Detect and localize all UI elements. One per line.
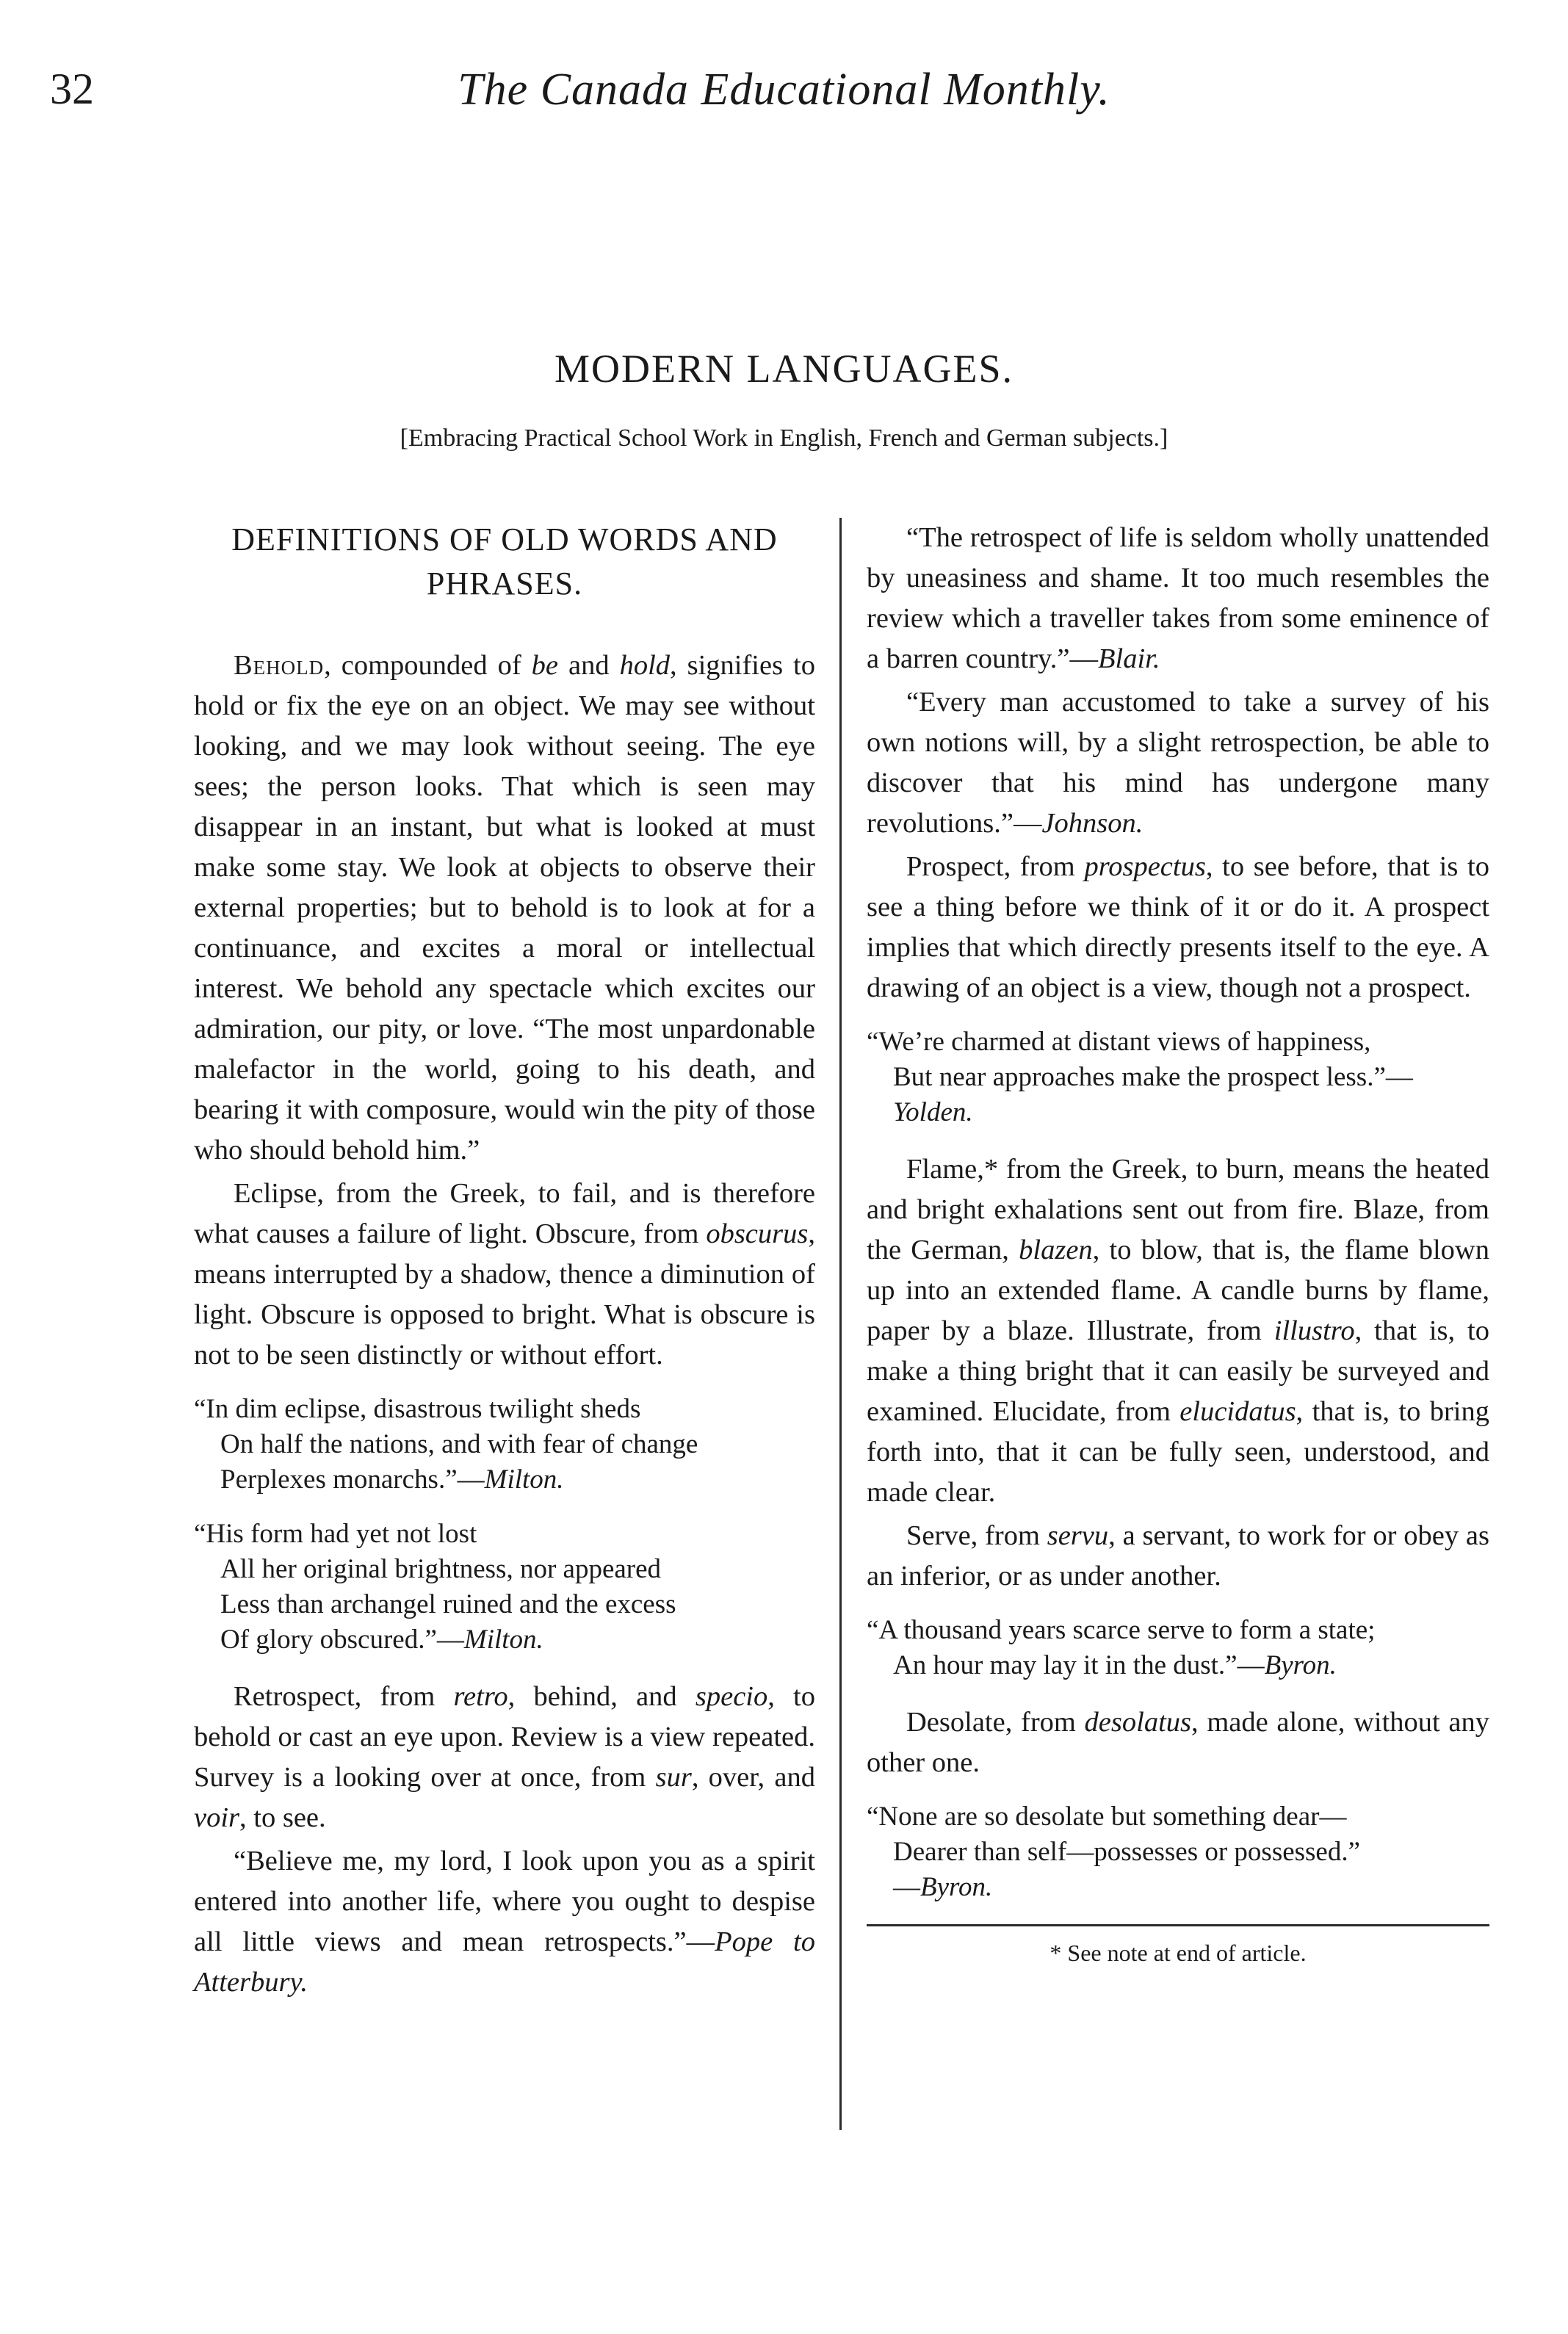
quote-line: “His form had yet not lost xyxy=(194,1519,477,1549)
italic-term: retro xyxy=(453,1681,508,1712)
quote-line xyxy=(194,1462,815,1497)
paragraph-behold xyxy=(194,646,815,1171)
text-run: An hour may lay it in the dust.”— xyxy=(893,1650,1265,1680)
attribution: Johnson. xyxy=(1041,808,1144,839)
italic-term: obscurus xyxy=(706,1218,809,1249)
italic-term: servu xyxy=(1047,1520,1109,1551)
italic-term: be xyxy=(531,650,559,681)
attribution: Milton. xyxy=(463,1625,543,1655)
italic-term: illustro xyxy=(1273,1315,1355,1346)
right-column xyxy=(867,518,1489,1968)
attribution: Milton. xyxy=(484,1464,564,1495)
text-run: Of glory obscured.”— xyxy=(220,1625,464,1655)
footnote-rule xyxy=(867,1924,1489,1926)
attribution: Blair. xyxy=(1097,643,1160,674)
text-run: and xyxy=(558,650,620,681)
quote-yolden xyxy=(867,1025,1489,1130)
text-run: , compounded of xyxy=(324,650,532,681)
paragraph-pope-quote xyxy=(194,1841,815,2003)
text-run: Serve, from xyxy=(906,1520,1047,1551)
quote-milton-2 xyxy=(194,1517,815,1658)
text-run: , made alone, without any other one. xyxy=(867,1707,1489,1778)
attribution: Byron. xyxy=(920,1872,993,1902)
quote-line: Less than archangel ruined and the excess xyxy=(220,1589,676,1619)
text-run: , a servant, to work for or obey as an inferior, or as under another. xyxy=(867,1520,1489,1591)
italic-term: elucidatus xyxy=(1179,1396,1296,1427)
attribution: Byron. xyxy=(1264,1650,1337,1680)
quote-line xyxy=(867,1060,1489,1130)
quote-line: “We’re charmed at distant views of happiness, xyxy=(867,1027,1371,1057)
text-run: Perplexes monarchs.”— xyxy=(220,1464,485,1495)
page-number: 32 xyxy=(50,65,94,113)
quote-line: “A thousand years scarce serve to form a state; xyxy=(867,1615,1376,1645)
text-run: , to see before, that is to see a thing before we think of it or do it. A prospect implies that which directly presents itself to the eye. A drawing of an object is a view, though not a prospect. xyxy=(867,851,1489,1003)
text-run: , signifies to hold or fix the eye on an object. We may see without looking, and we may look without seeing. The eye sees; the person looks. That which is seen may disappear in an instant, but what is looked at must make some stay. We look at objects to observe their external properties; but to behold is to look at for a continuance, and excites a moral or intellectual interest. We behold any spectacle which excites our admiration, our pity, or love. “The most unpardonable malefactor in the world, going to his death, and bearing it with composure, would win the pity of those who should behold him.” xyxy=(194,650,815,1166)
text-run: Prospect, from xyxy=(906,851,1085,882)
text-run: , behind, and xyxy=(507,1681,696,1712)
quote-line: On half the nations, and with fear of change xyxy=(220,1429,698,1459)
paragraph-flame xyxy=(867,1149,1489,1513)
quote-line xyxy=(867,1870,1489,1905)
attribution: Yolden. xyxy=(893,1097,973,1127)
text-run: , that is, to bring forth into, that it can be fully seen, understood, and made clear. xyxy=(867,1396,1489,1508)
lead-word: Behold xyxy=(234,650,325,681)
text-run: , that is, to make a thing bright that it can easily be surveyed and examined. Elucidate, from xyxy=(867,1315,1489,1427)
italic-term: sur xyxy=(655,1762,692,1793)
text-run: , to see. xyxy=(239,1802,326,1833)
column-rule xyxy=(839,518,842,2130)
italic-term: specio xyxy=(695,1681,768,1712)
quote-line: All her original brightness, nor appeared xyxy=(220,1554,662,1584)
attribution: Pope to Atterbury. xyxy=(194,1926,815,1998)
quote-line: Dearer than self—possesses or possessed.” xyxy=(893,1837,1361,1867)
paragraph-desolate xyxy=(867,1702,1489,1783)
quote-line xyxy=(194,1622,815,1658)
italic-term: blazen xyxy=(1019,1235,1093,1265)
text-run: “The retrospect of life is seldom wholly unattended by uneasiness and shame. It too much resembles the review which a traveller takes from some eminence of a barren country.”— xyxy=(867,522,1489,674)
text-run: Flame,* from the Greek, to burn, means the heated and bright exhalations sent out from fire. Blaze, from the German, xyxy=(867,1154,1489,1265)
italic-term: prospectus xyxy=(1084,851,1206,882)
quote-milton-1 xyxy=(194,1392,815,1497)
text-run: — xyxy=(893,1872,920,1902)
paragraph-prospect xyxy=(867,847,1489,1008)
left-column xyxy=(194,518,815,2003)
quote-line xyxy=(867,1648,1489,1683)
text-run: , to behold or cast an eye upon. Review is a view repeated. Survey is a looking over at once, from xyxy=(194,1681,816,1793)
text-run: , to blow, that is, the flame blown up into an extended flame. A candle burns by flame, paper by a blaze. Illustrate, from xyxy=(867,1235,1489,1346)
quote-byron-1 xyxy=(867,1613,1489,1683)
footnote: * See note at end of article. xyxy=(1049,1940,1307,1966)
text-run: “Every man accustomed to take a survey of his own notions will, by a slight retrospection, be able to discover that his mind has undergone many revolutions.”— xyxy=(867,687,1489,839)
text-run: Eclipse, from the Greek, to fail, and is therefore what causes a failure of light. Obscure, from xyxy=(194,1178,815,1249)
article-title: DEFINITIONS OF OLD WORDS AND PHRASES. xyxy=(231,521,778,601)
paragraph-eclipse xyxy=(194,1174,815,1376)
italic-term: hold xyxy=(619,650,671,681)
section-subtitle: [Embracing Practical School Work in English, French and German subjects.] xyxy=(400,424,1168,452)
text-run: But near approaches make the prospect less.”— xyxy=(893,1062,1413,1092)
paragraph-johnson-quote xyxy=(867,682,1489,844)
section-title: MODERN LANGUAGES. xyxy=(554,347,1014,391)
text-run: Desolate, from xyxy=(906,1707,1085,1738)
text-run: “Believe me, my lord, I look upon you as a spirit entered into another life, where you ought to despise all little views and mean retrospects.”— xyxy=(194,1846,815,1957)
quote-line: “None are so desolate but something dear— xyxy=(867,1802,1347,1832)
paragraph-blair-quote xyxy=(867,518,1489,679)
quote-line: “In dim eclipse, disastrous twilight sheds xyxy=(194,1394,641,1424)
text-run: , over, and xyxy=(691,1762,815,1793)
quote-byron-2 xyxy=(867,1799,1489,1905)
text-run: , means interrupted by a shadow, thence a diminution of light. Obscure is opposed to bright. What is obscure is not to be seen distinctly or without effort. xyxy=(194,1218,815,1370)
paragraph-serve xyxy=(867,1516,1489,1597)
paragraph-retrospect xyxy=(194,1677,815,1838)
italic-term: voir xyxy=(194,1802,240,1833)
text-run: Retrospect, from xyxy=(234,1681,454,1712)
running-head: The Canada Educational Monthly. xyxy=(458,65,1110,115)
italic-term: desolatus xyxy=(1084,1707,1191,1738)
